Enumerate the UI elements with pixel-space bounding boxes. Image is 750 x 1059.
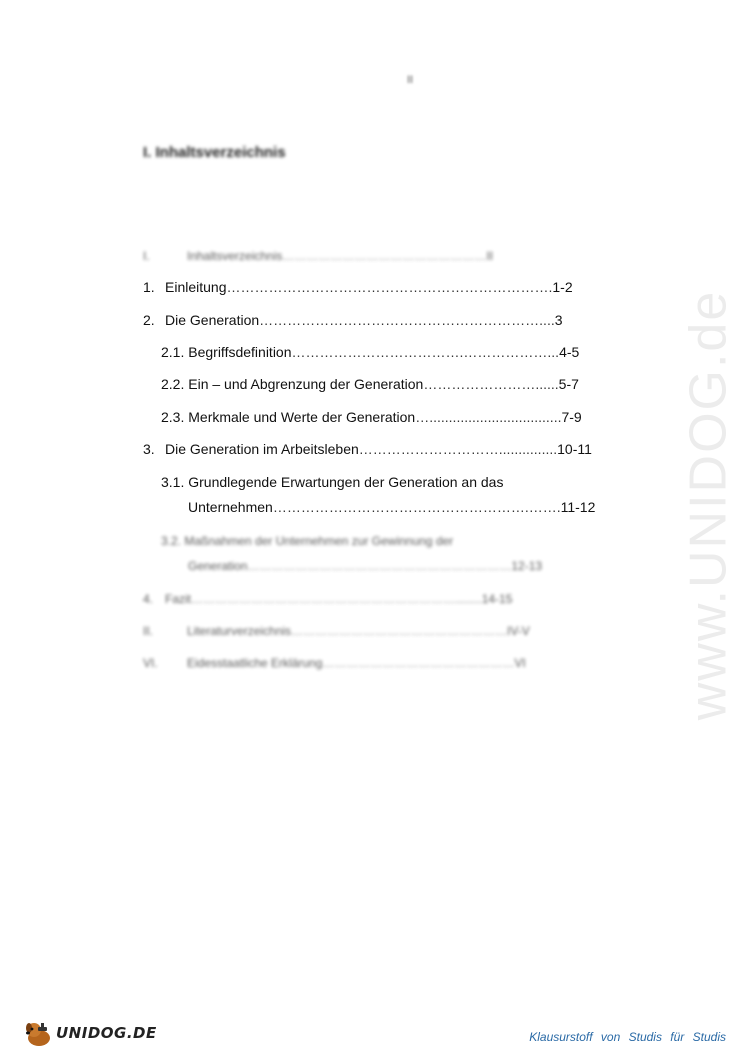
watermark: www.UNIDOG.de bbox=[679, 289, 737, 721]
toc-entry-begriffsdefinition: 2.1. Begriffsdefinition……………………………….………………...4-5 bbox=[161, 344, 580, 360]
toc-heading: I. Inhaltsverzeichnis bbox=[143, 144, 286, 161]
toc-entry-literaturverzeichnis: II. Literaturverzeichnis………………………………………………IV-V bbox=[143, 624, 530, 638]
toc-entry-die-generation: 2. Die Generation……………………………………………………....3 bbox=[143, 312, 563, 328]
dog-mascot-icon bbox=[24, 1018, 54, 1048]
logo-text: UNIDOG.DE bbox=[56, 1024, 157, 1042]
toc-entry-erwartungen-cont: Unternehmen……………………………………………….…….11-12 bbox=[188, 499, 596, 515]
toc-entry-einleitung: 1. Einleitung…………………………………………………………….1-2 bbox=[143, 279, 573, 295]
toc-entry-erklaerung: VI. Eidesstaatliche Erklärung…………………………………………VI bbox=[143, 656, 526, 670]
toc-entry-abgrenzung: 2.2. Ein – und Abgrenzung der Generation……………………......5-7 bbox=[161, 376, 579, 392]
toc-entry-erwartungen: 3.1. Grundlegende Erwartungen der Generation an das bbox=[161, 474, 504, 490]
unidog-logo[interactable] bbox=[24, 1016, 157, 1050]
toc-entry-fazit: 4. Fazit…………………………………………………………........14-15 bbox=[143, 592, 513, 606]
page-number: II bbox=[406, 74, 414, 86]
footer-tagline: Klausurstoff von Studis für Studis bbox=[529, 1030, 726, 1044]
toc-entry-massnahmen: 3.2. Maßnahmen der Unternehmen zur Gewinnung der bbox=[161, 534, 454, 548]
toc-entry-arbeitsleben: 3. Die Generation im Arbeitsleben…………………………...............10-11 bbox=[143, 441, 592, 457]
toc-entry-massnahmen-cont: Generation…………………………………………………………12-13 bbox=[188, 559, 543, 573]
toc-entry-inhaltsverzeichnis: I. Inhaltsverzeichnis……………………………………………II bbox=[143, 249, 494, 263]
toc-entry-merkmale: 2.3. Merkmale und Werte der Generation…..................................7-9 bbox=[161, 409, 582, 425]
